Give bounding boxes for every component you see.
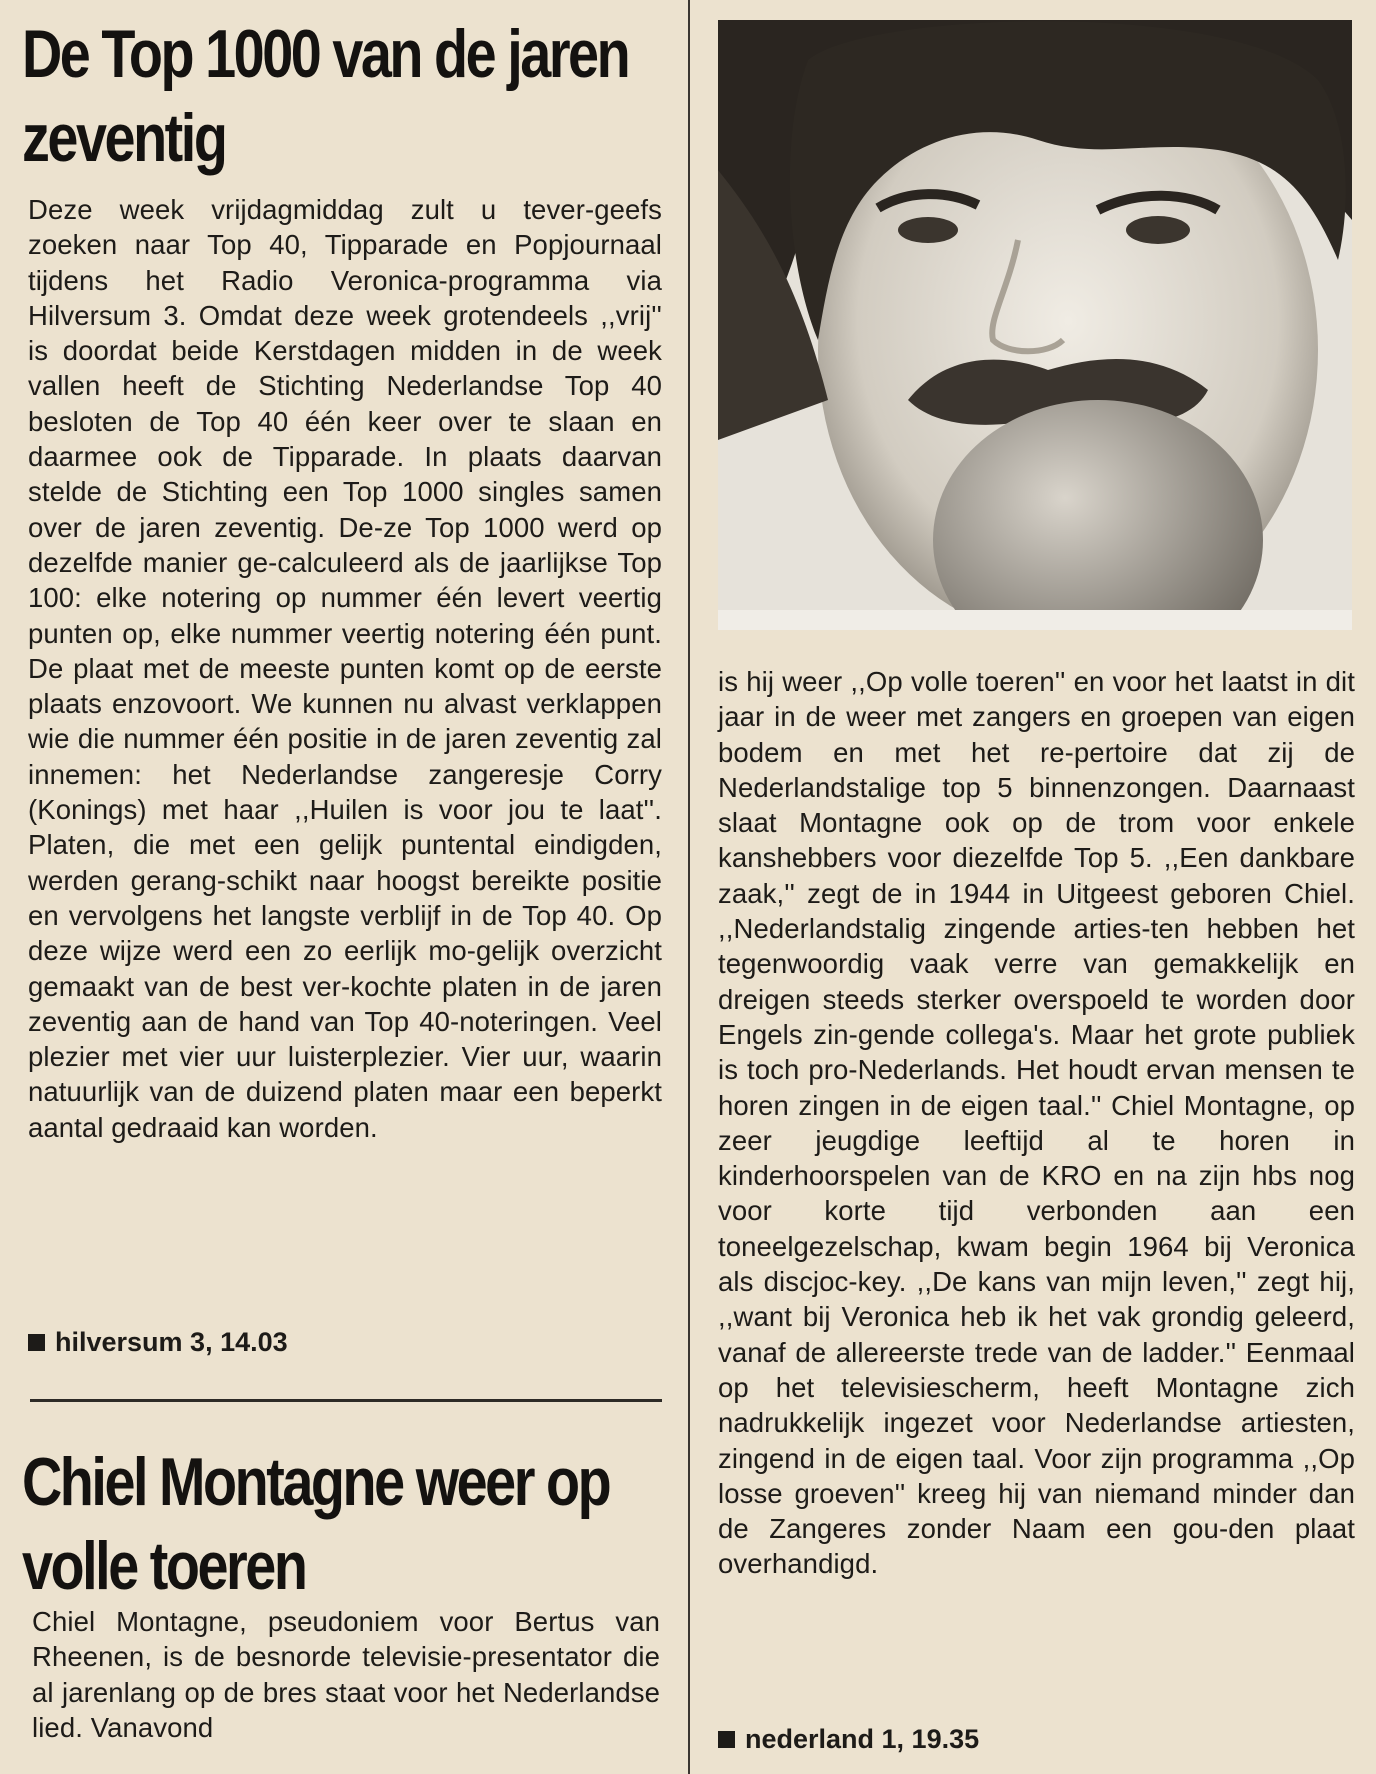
byline-hilversum-text: hilversum 3, 14.03 bbox=[55, 1327, 288, 1357]
byline-hilversum bbox=[28, 1325, 288, 1359]
article-top-1000-body: Deze week vrijdagmiddag zult u tever-geefs zoeken naar Top 40, Tipparade en Popjournaal tijdens het Radio Veronica-programma via Hilversum 3. Omdat deze week grotendeels ,,vrij'' is doordat beide Kerstdagen midden in de week vallen heeft de Stichting Nederlandse Top 40 besloten de Top 40 één keer over te slaan en daarmee ook de Tipparade. In plaats daarvan stelde de Stichting een Top 1000 singles samen over de jaren zeventig. De-ze Top 1000 werd op dezelfde manier ge-calculeerd als de jaarlijkse Top 100: elke notering op nummer één levert veertig punten op, elke nummer veertig notering één punt. De plaat met de meeste punten komt op de eerste plaats enzovoort. We kunnen nu alvast verklappen wie die nummer één positie in de jaren zeventig zal innemen: het Nederlandse zangeresje Corry (Konings) met haar ,,Huilen is voor jou te laat''. Platen, die met een gelijk puntental eindigden, werden gerang-schikt naar hoogst bereikte positie en vervolgens het langste verblijf in de Top 40. Op deze wijze werd een zo eerlijk mo-gelijk overzicht gemaakt van de best ver-kochte platen in de jaren zeventig aan de hand van Top 40-noteringen. Veel plezier met vier uur luisterplezier. Vier uur, waarin natuurlijk van de duizend platen maar een beperkt aantal gedraaid kan worden. bbox=[28, 194, 662, 1143]
headline-top-1000: De Top 1000 van de jaren zeventig bbox=[22, 16, 629, 176]
article-montagne-body-continued: is hij weer ,,Op volle toeren'' en voor het laatst in dit jaar in de weer met zangers en groepen van eigen bodem en met het re-pertoire dat zij de Nederlandstalige top 5 binnenzongen. Daarnaast slaat Montagne ook op de trom voor enkele kanshebbers voor diezelfde Top 5. ,,Een dankbare zaak,'' zegt de in 1944 in Uitgeest geboren Chiel. ,,Nederlandstalig zingende arties-ten hebben het tegenwoordig vaak verre van gemakkelijk en dreigen steeds sterker overspoeld te worden door Engels zin-gende collega's. Maar het grote publiek is toch pro-Nederlands. Het houdt ervan mensen te horen zingen in de eigen taal.'' Chiel Montagne, op zeer jeugdige leeftijd al te horen in kinderhoorspelen van de KRO en na zijn hbs nog voor korte tijd verbonden aan een toneelgezelschap, kwam begin 1964 bij Veronica als discjoc-key. ,,De kans van mijn leven,'' zegt hij, ,,want bij Veronica heb ik het vak grondig geleerd, vanaf de allereerste trede van de ladder.'' Eenmaal op het televisiescherm, heeft Montagne zich nadrukkelijk ingezet voor Nederlandse artiesten, zingend in de eigen taal. Voor zijn programma ,,Op losse groeven'' kreeg hij van niemand minder dan de Zangeres zonder Naam een gou-den plaat overhandigd. bbox=[718, 666, 1355, 1580]
byline-nederland-text: nederland 1, 19.35 bbox=[745, 1724, 980, 1754]
column-divider bbox=[688, 0, 690, 1774]
square-bullet-icon bbox=[718, 1731, 735, 1748]
article-divider bbox=[30, 1399, 662, 1402]
headline-chiel-montagne: Chiel Montagne weer op volle toeren bbox=[22, 1444, 610, 1604]
square-bullet-icon bbox=[28, 1334, 45, 1351]
portrait-photo bbox=[718, 20, 1352, 630]
byline-nederland bbox=[718, 1722, 979, 1756]
article-montagne-body-start: Chiel Montagne, pseudoniem voor Bertus van Rheenen, is de besnorde televisie-presentator die al jarenlang op de bres staat voor het Nederlandse lied. Vanavond bbox=[32, 1606, 660, 1743]
